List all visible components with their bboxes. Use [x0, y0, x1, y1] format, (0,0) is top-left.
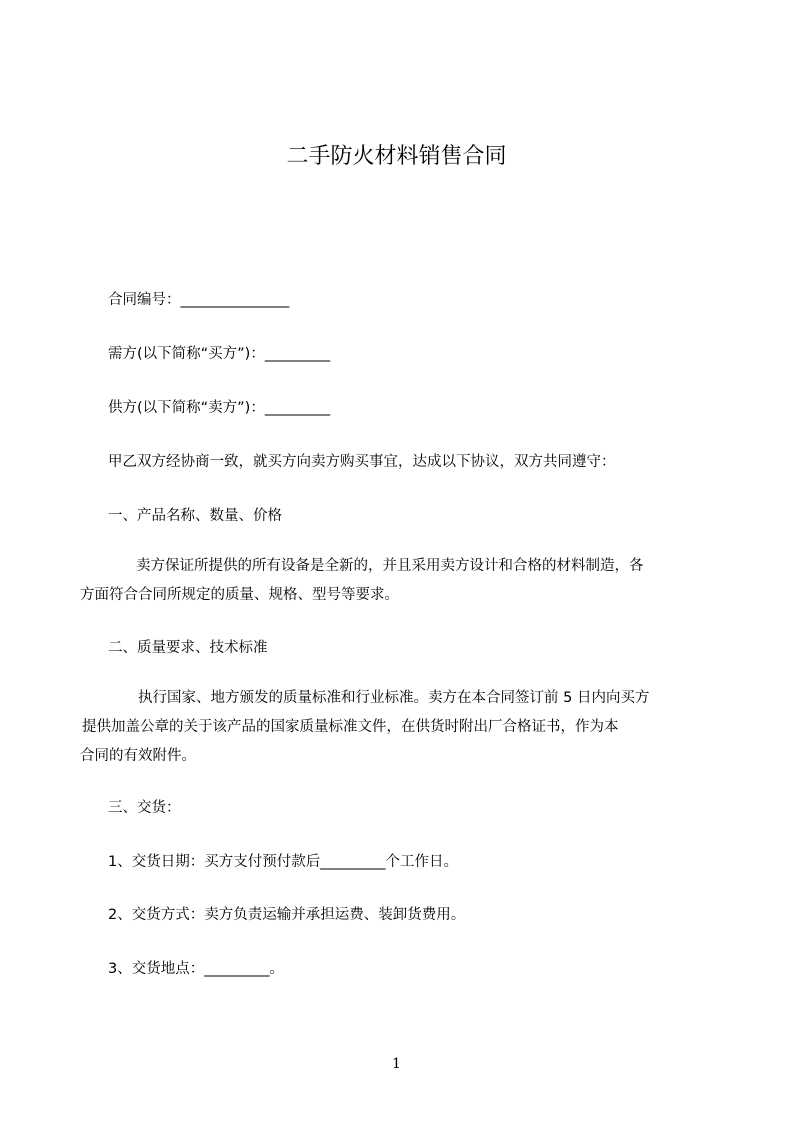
section-2-heading: 二、质量要求、技术标准 — [108, 640, 268, 656]
section-1-body-line: 方面符合合同所规定的质量、规格、型号等要求。 — [80, 587, 399, 603]
section-2-body-line: 执行国家、地方颁发的质量标准和行业标准。卖方在本合同签订前 5 日内向买方 — [138, 690, 650, 706]
section-2-body — [80, 684, 708, 771]
page-number: 1 — [392, 1056, 401, 1072]
document-title: 二手防火材料销售合同 — [286, 144, 507, 169]
section-3-heading: 三、交货： — [108, 800, 181, 816]
intro-paragraph: 甲乙双方经协商一致，就买方向卖方购买事宜，达成以下协议，双方共同遵守： — [108, 454, 616, 470]
section-1-body-line: 卖方保证所提供的所有设备是全新的，并且采用卖方设计和合格的材料制造，各 — [136, 558, 644, 574]
delivery-date-line: 1、交货日期：买方支付预付款后_________个工作日。 — [108, 854, 458, 870]
section-1-heading: 一、产品名称、数量、价格 — [108, 508, 282, 524]
buyer-line: 需方(以下简称“买方”)：_________ — [108, 346, 331, 362]
delivery-method-line: 2、交货方式：卖方负责运输并承担运费、装卸货费用。 — [108, 907, 466, 923]
contract-number-line: 合同编号：_______________ — [108, 292, 290, 308]
delivery-place-line: 3、交货地点：_________。 — [108, 961, 284, 977]
section-2-body-line: 合同的有效附件。 — [80, 748, 196, 764]
seller-line: 供方(以下简称“卖方”)：_________ — [108, 400, 331, 416]
section-1-body — [80, 552, 708, 610]
section-2-body-line: 提供加盖公章的关于该产品的国家质量标准文件，在供货时附出厂合格证书，作为本 — [82, 719, 619, 735]
